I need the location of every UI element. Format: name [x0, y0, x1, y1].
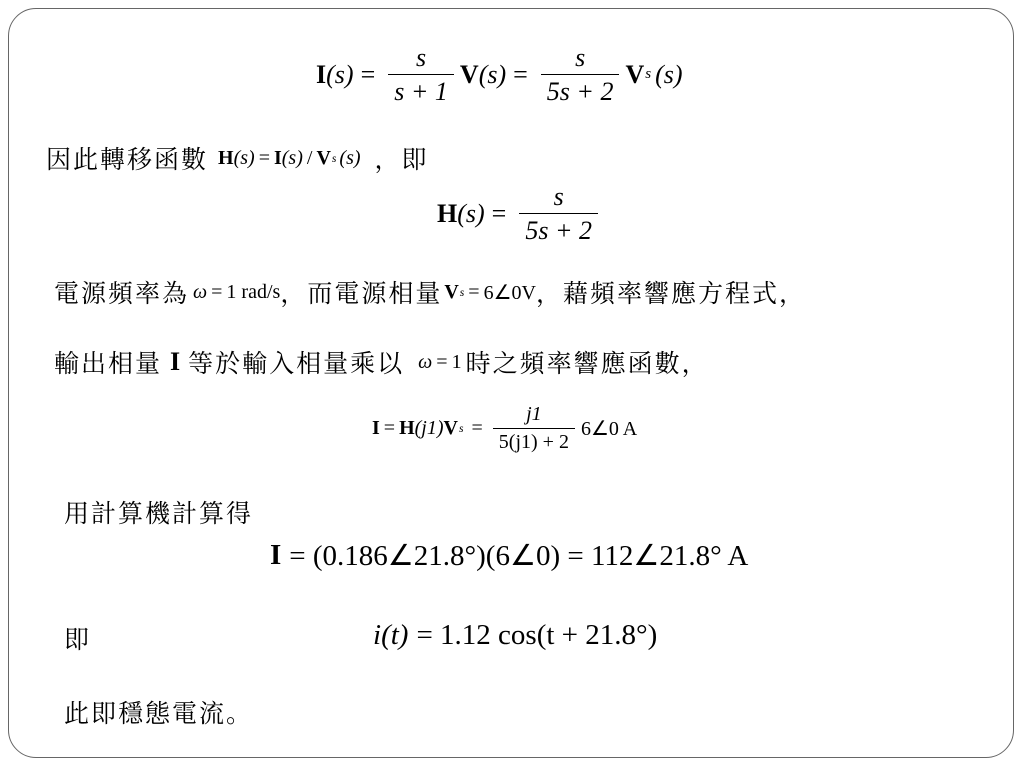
h-argument: (j1) [414, 417, 444, 439]
voltage-symbol: V [444, 280, 459, 303]
equation-output-phasor [372, 404, 637, 453]
equation-current-result [270, 538, 748, 573]
source-text-a: 電源頻率為 [54, 279, 190, 308]
fraction-one-denominator: s + 1 [388, 74, 454, 105]
h-argument: (s) [457, 198, 485, 228]
current-symbol: I [270, 539, 282, 571]
current-result-expression: = (0.186∠21.8°)(6∠0) = 112∠21.8° A [289, 540, 749, 572]
h-argument: (s) [233, 146, 255, 169]
omega-unit: rad/s [241, 280, 281, 303]
equals-sign: = [468, 280, 480, 303]
current-symbol: I [273, 146, 282, 169]
current-argument: (s) [281, 146, 303, 169]
transfer-function-line [46, 140, 429, 176]
fraction-two [541, 44, 620, 106]
source-description-line [54, 274, 806, 310]
omega-expression [418, 351, 461, 374]
source-phasor-expression [444, 280, 536, 305]
transfer-denominator: 5s + 2 [519, 213, 598, 244]
time-current-symbol: i [373, 619, 382, 651]
omega-symbol: ω [193, 280, 208, 303]
h-symbol: H [399, 417, 415, 439]
current-symbol: I [170, 347, 181, 376]
omega-value: 1 [451, 350, 462, 373]
fraction-two-denominator: 5s + 2 [541, 74, 620, 105]
equals-sign: = [513, 59, 528, 89]
equals-sign: = [471, 417, 483, 439]
voltage-subscript: s [459, 285, 465, 299]
voltage-symbol: V [316, 146, 331, 169]
source-phasor-value: 6∠0 A [580, 418, 638, 440]
voltage-argument: (s) [478, 59, 507, 89]
voltage-symbol: V [459, 59, 479, 89]
response-denominator: 5(j1) + 2 [493, 428, 575, 453]
source-text-b: ，而電源相量 [280, 279, 443, 308]
equals-sign: = [491, 198, 507, 228]
transfer-numerator: s [553, 182, 564, 211]
equals-sign: = [211, 280, 223, 303]
output-description-line [54, 344, 709, 380]
transfer-fraction [519, 183, 598, 245]
voltage-subscript: s [331, 151, 337, 165]
omega-value: 1 [226, 280, 237, 303]
equation-time-domain-current [373, 619, 657, 652]
equals-sign: = [258, 146, 270, 169]
voltage-subscript: s [458, 422, 464, 435]
slash: / [306, 146, 313, 169]
current-symbol: I [372, 417, 380, 439]
source-voltage-symbol: V [625, 59, 645, 89]
equation-transfer-function [437, 183, 604, 245]
time-argument: (t) [381, 619, 409, 651]
output-text-c: 時之頻率響應函數， [465, 349, 709, 378]
output-text-a: 輸出相量 [54, 349, 163, 378]
transfer-text-after: ，即 [374, 145, 429, 174]
voltage-symbol: V [443, 417, 458, 439]
fraction-one-numerator: s [416, 43, 427, 72]
time-domain-label: 即 [64, 625, 92, 654]
current-symbol: I [316, 59, 327, 89]
current-argument: (s) [326, 59, 354, 89]
h-symbol: H [437, 198, 458, 228]
fraction-one [388, 44, 454, 106]
equation-current-expression [316, 44, 683, 106]
output-text-b: 等於輸入相量乘以 [188, 349, 405, 378]
time-current-expression: = 1.12 cos(t + 21.8°) [416, 619, 658, 651]
h-symbol: H [218, 146, 234, 169]
equals-sign: = [383, 417, 396, 439]
source-text-c: ，藉頻率響應方程式， [535, 279, 806, 308]
omega-symbol: ω [418, 350, 433, 373]
conclusion-line: 此即穩態電流。 [64, 699, 254, 728]
equals-sign: = [360, 59, 376, 89]
response-fraction [493, 404, 575, 453]
equals-sign: = [436, 350, 448, 373]
response-numerator: j1 [526, 403, 542, 425]
source-phasor-value: 6∠0V [483, 281, 536, 304]
source-voltage-argument: (s) [655, 59, 683, 89]
voltage-argument: (s) [339, 146, 361, 169]
transfer-inline-math [218, 147, 361, 170]
transfer-text-before: 因此轉移函數 [46, 145, 209, 174]
source-subscript: s [645, 66, 652, 83]
omega-expression [193, 281, 280, 304]
fraction-two-numerator: s [575, 43, 586, 72]
calculator-line: 用計算機計算得 [64, 499, 254, 528]
